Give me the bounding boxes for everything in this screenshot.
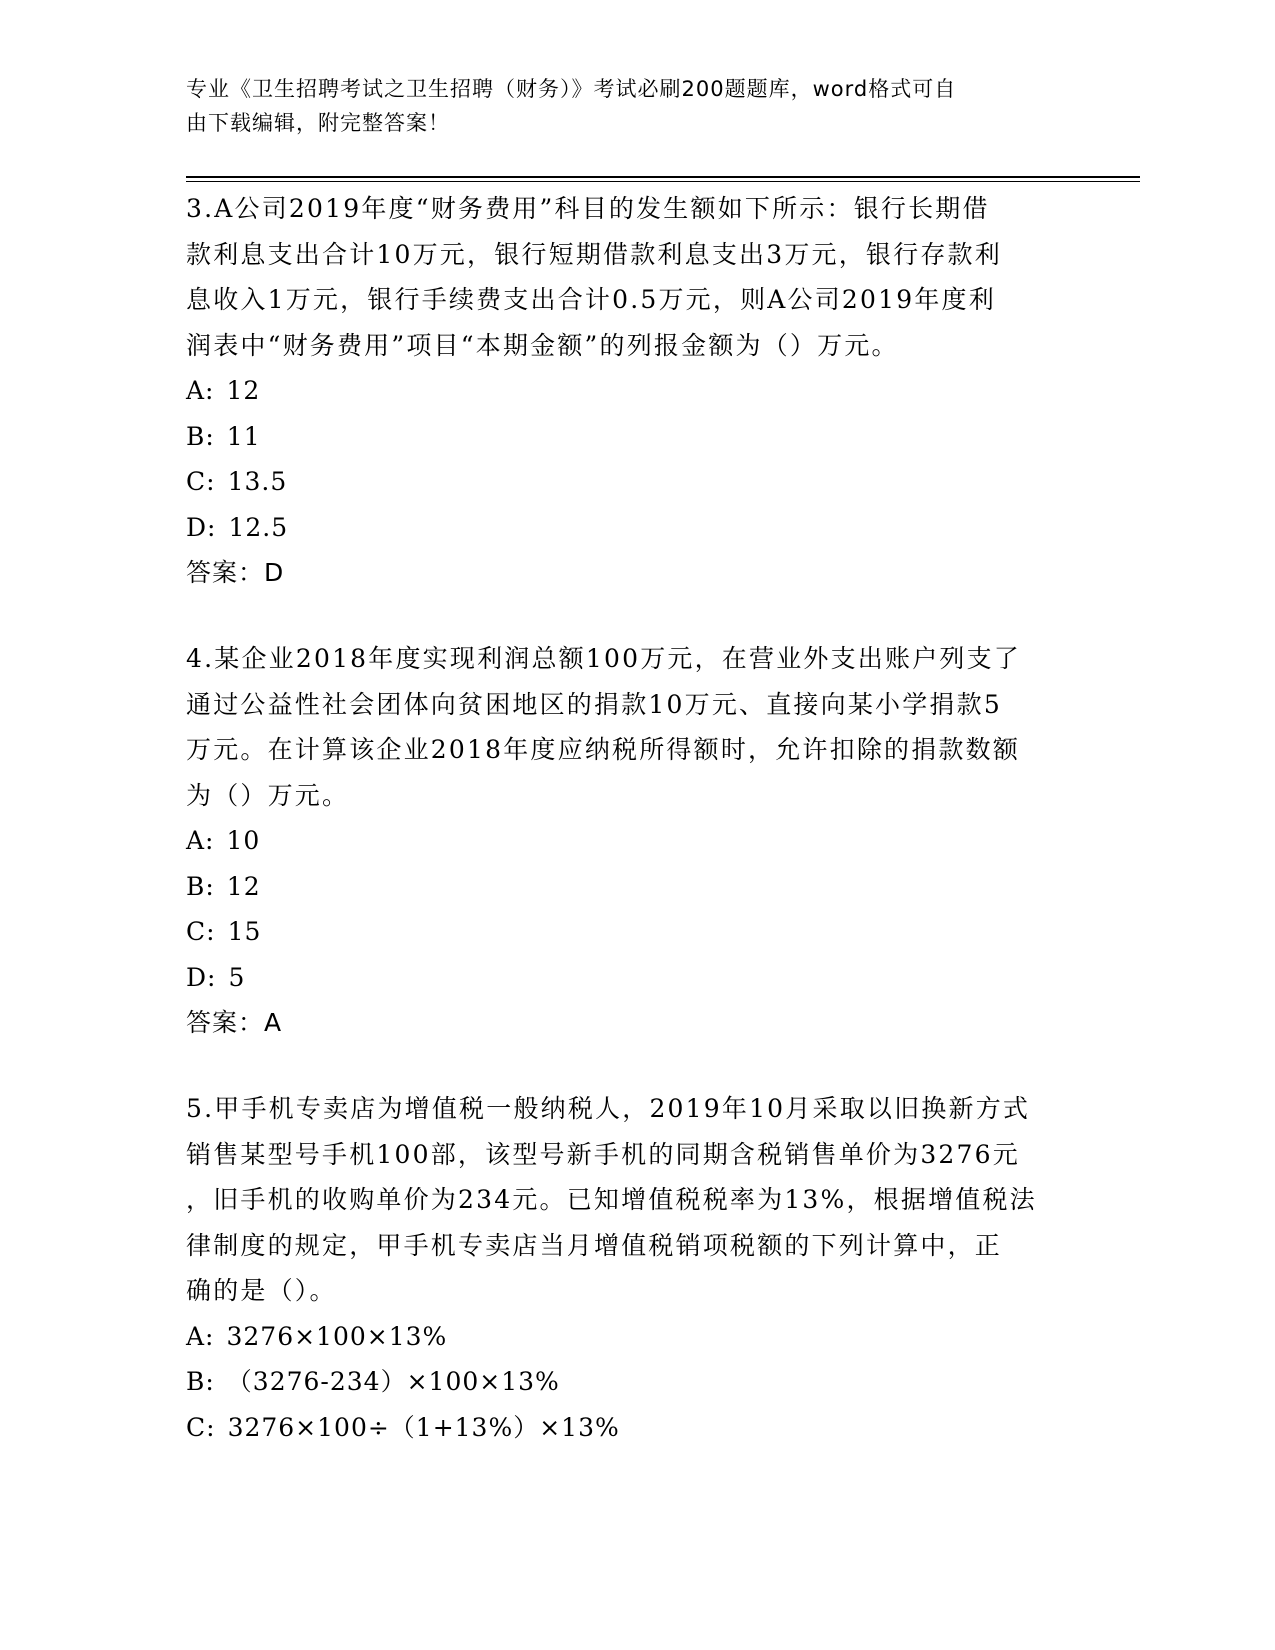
option-text: 3276×100÷（1+13%）×13% (227, 1412, 620, 1442)
option-text: 5 (228, 962, 246, 992)
option-text: 13.5 (227, 467, 288, 496)
option-label: B: (186, 871, 215, 901)
header-line-1: 专业《卫生招聘考试之卫生招聘（财务）》考试必刷200题题库，word格式可自 (186, 77, 957, 101)
option-c (186, 459, 1066, 505)
option-b (186, 1359, 1066, 1405)
option-text: 12 (226, 376, 261, 405)
question-stem-line: 3.A公司2019年度“财务费用”科目的发生额如下所示：银行长期借 (186, 194, 990, 223)
option-b (186, 414, 1066, 460)
option-text: （3276-234）×100×13% (226, 1367, 560, 1396)
option-label: D: (186, 512, 217, 542)
option-text: 12 (226, 871, 261, 901)
question-stem-line: 通过公益性社会团体向贫困地区的捐款10万元、直接向某小学捐款5 (186, 689, 1002, 719)
option-label: C: (186, 467, 216, 496)
option-text: 12.5 (228, 512, 289, 542)
option-text: 3276×100×13% (226, 1321, 448, 1351)
question-stem-line: 4.某企业2018年度实现利润总额100万元，在营业外支出账户列支了 (186, 644, 1021, 673)
question-stem-line: 5.甲手机专卖店为增值税一般纳税人，2019年10月采取以旧换新方式 (186, 1094, 1031, 1123)
option-c (186, 1405, 1066, 1451)
option-text: 15 (227, 917, 262, 946)
option-d (186, 955, 1066, 1001)
question-stem-line: ，旧手机的收购单价为234元。已知增值税税率为13%，根据增值税法 (186, 1185, 1037, 1214)
header-divider-thin (186, 181, 1140, 182)
header-divider (186, 176, 1140, 178)
header-line-2: 由下载编辑，附完整答案！ (186, 111, 450, 135)
question-stem-line: 确的是（）。 (186, 1276, 337, 1305)
option-b (186, 864, 1066, 910)
question-stem-line: 息收入1万元，银行手续费支出合计0.5万元，则A公司2019年度利 (186, 285, 996, 314)
question-stem-line: 销售某型号手机100部，该型号新手机的同期含税销售单价为3276元 (186, 1139, 1020, 1169)
option-label: B: (186, 1367, 215, 1396)
option-label: A: (186, 826, 215, 855)
answer-line: 答案：D (186, 558, 285, 587)
question-4 (186, 636, 1066, 1046)
option-label: C: (186, 1412, 216, 1442)
question-stem-line: 为（）万元。 (186, 780, 350, 810)
option-a (186, 368, 1066, 414)
option-text: 11 (226, 421, 261, 451)
question-5 (186, 1086, 1066, 1450)
option-d (186, 505, 1066, 551)
document-header (186, 72, 1086, 140)
answer-line: 答案：A (186, 1008, 283, 1037)
option-label: C: (186, 917, 216, 946)
question-stem-line: 万元。在计算该企业2018年度应纳税所得额时，允许扣除的捐款数额 (186, 735, 1021, 764)
option-a (186, 1314, 1066, 1360)
option-label: B: (186, 421, 215, 451)
question-stem-line: 款利息支出合计10万元，银行短期借款利息支出3万元，银行存款利 (186, 239, 1002, 269)
question-stem-line: 律制度的规定，甲手机专卖店当月增值税销项税额的下列计算中，正 (186, 1230, 1003, 1260)
option-c (186, 909, 1066, 955)
option-label: A: (186, 1321, 215, 1351)
option-text: 10 (226, 826, 261, 855)
option-a (186, 818, 1066, 864)
option-label: D: (186, 962, 217, 992)
question-3 (186, 186, 1066, 596)
option-label: A: (186, 376, 215, 405)
question-stem-line: 润表中“财务费用”项目“本期金额”的列报金额为（）万元。 (186, 330, 899, 360)
